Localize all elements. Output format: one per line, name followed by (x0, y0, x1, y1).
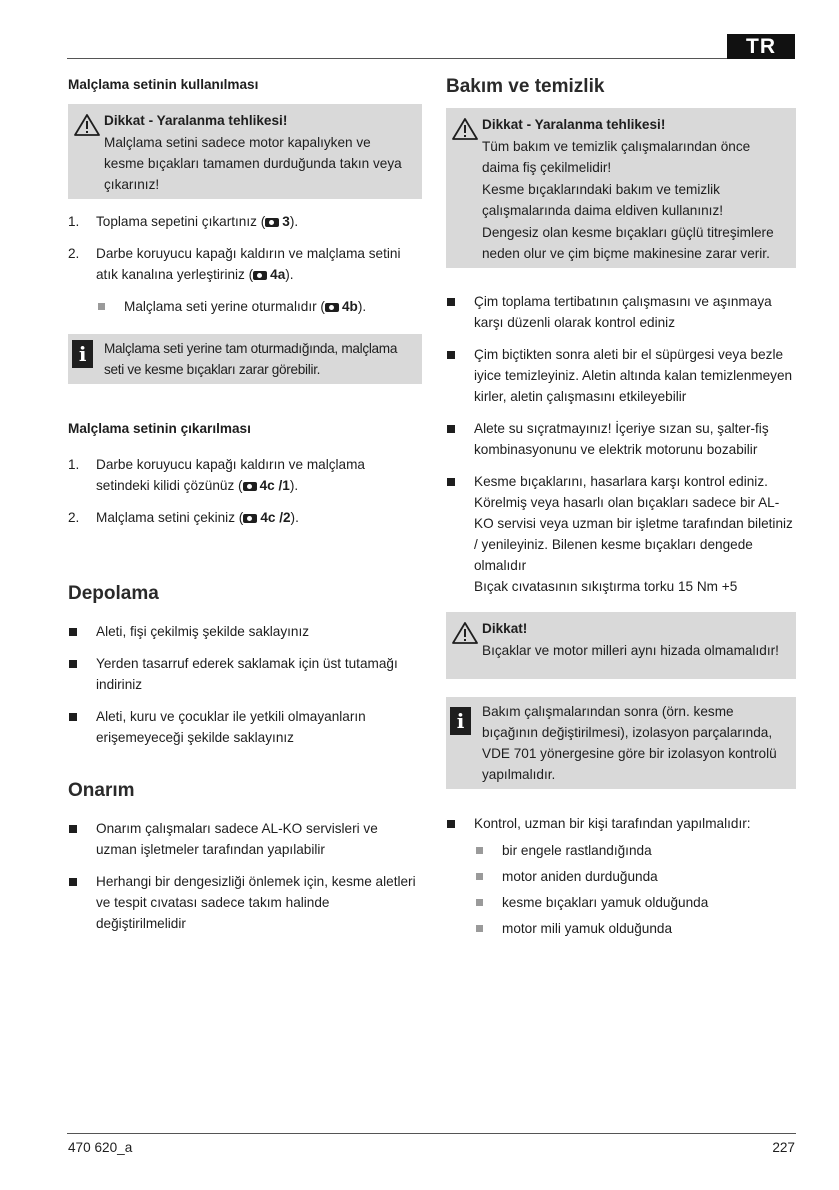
page-number: 227 (772, 1140, 795, 1155)
heading-repair: Onarım (68, 780, 135, 801)
step-number: 2. (68, 246, 80, 261)
step-text: Darbe koruyucu kapağı kaldırın ve malçlama setindeki kilidi çözünüz ( (96, 457, 365, 493)
repair-list (68, 818, 422, 934)
mulching-removal-steps (68, 454, 422, 528)
warning-box (446, 108, 796, 268)
header-rule (67, 58, 727, 59)
warning-box (68, 104, 422, 199)
list-item (446, 291, 796, 333)
camera-icon (253, 271, 267, 280)
warning-text: Malçlama setini sadece motor kapalıyken ve kesme bıçakları tamamen durduğunda takın veya çıkarınız! (104, 135, 402, 192)
list-item-text: Çim biçtikten sonra aleti bir el süpürgesi veya bezle iyice temizleyiniz. Aletin altında kalan temizlenmeyen kirler, aletin çalışmasını etkileyebilir (474, 347, 793, 404)
sub-item-text: motor aniden durduğunda (502, 869, 658, 884)
footer-rule (67, 1133, 796, 1134)
step-text: Toplama sepetini çıkartınız ( (96, 214, 266, 229)
list-item (68, 818, 422, 860)
section-title-mulching-use: Malçlama setinin kullanılması (68, 77, 259, 92)
warning-title: Dikkat! (482, 621, 528, 636)
warning-triangle-icon (74, 114, 100, 136)
square-bullet-icon (447, 298, 455, 306)
figure-ref: 4c /1 (259, 478, 290, 493)
list-item (474, 892, 796, 913)
warning-paragraph: Kesme bıçaklarındaki bakım ve temizlik çalışmalarında daima eldiven kullanınız! (482, 182, 724, 218)
list-item (68, 871, 422, 934)
sub-step-end: ). (357, 299, 367, 314)
camera-icon (265, 218, 279, 227)
list-item (68, 211, 422, 232)
step-end: ). (289, 478, 299, 493)
sub-item-text: motor mili yamuk olduğunda (502, 921, 673, 936)
figure-ref: 3 (282, 214, 290, 229)
camera-icon (243, 514, 257, 523)
list-item-text: Aleti, kuru ve çocuklar ile yetkili olmayanların erişemeyeceği şekilde saklayınız (96, 709, 366, 745)
warning-paragraph: Tüm bakım ve temizlik çalışmalarından önce daima fiş çekilmelidir! (482, 139, 751, 175)
info-text: Bakım çalışmalarından sonra (örn. kesme bıçağının değiştirilmesi), izolasyon parçalarında, VDE 701 yönergesine göre bir izolasyon kontrolü yapılmalıdır. (482, 704, 777, 782)
step-number: 1. (68, 214, 80, 229)
control-list (446, 813, 796, 939)
list-item (446, 471, 796, 597)
list-item (446, 813, 796, 939)
list-item (68, 653, 422, 695)
step-end: ). (289, 214, 299, 229)
grey-square-bullet-icon (476, 873, 483, 880)
step-end: ). (290, 510, 299, 525)
warning-triangle-icon (452, 622, 478, 644)
list-item-text: Herhangi bir dengesizliği önlemek için, kesme aletleri ve tespit cıvatası sadece takım halinde değiştirilmelidir (96, 874, 416, 931)
square-bullet-icon (447, 425, 455, 433)
figure-ref: 4a (270, 267, 286, 282)
list-item (446, 418, 796, 460)
list-item (446, 344, 796, 407)
list-item (474, 918, 796, 939)
square-bullet-icon (69, 878, 77, 886)
warning-title: Dikkat - Yaralanma tehlikesi! (482, 117, 666, 132)
list-item (68, 621, 422, 642)
section-title-mulching-removal: Malçlama setinin çıkarılması (68, 421, 251, 436)
sub-item-text: bir engele rastlandığında (502, 843, 652, 858)
square-bullet-icon (447, 351, 455, 359)
list-item-text: Kesme bıçaklarını, hasarlara karşı kontrol ediniz. Körelmiş veya hasarlı olan bıçakları sadece bir AL-KO servisi veya uzman bir işletme tarafından biletiniz / yenileyiniz. Bilenen kesme bıçakları dengede olmalıdır (474, 474, 793, 573)
square-bullet-icon (69, 825, 77, 833)
step-text: Darbe koruyucu kapağı kaldırın ve malçlama setini atık kanalına yerleştiriniz ( (96, 246, 401, 282)
left-column (68, 74, 422, 945)
control-sub-list (474, 840, 796, 939)
figure-ref: 4c /2 (260, 510, 291, 525)
language-badge: TR (727, 34, 795, 59)
step-number: 2. (68, 510, 80, 525)
square-bullet-icon (69, 660, 77, 668)
list-item-text: Yerden tasarruf ederek saklamak için üst tutamağı indiriniz (96, 656, 398, 692)
mulching-install-steps (68, 211, 422, 285)
list-item (68, 454, 422, 496)
info-box (68, 334, 422, 384)
storage-list (68, 621, 422, 748)
list-item (68, 507, 422, 528)
maintenance-list (446, 291, 796, 597)
list-item-text: Çim toplama tertibatının çalışmasını ve aşınmaya karşı düzenli olarak kontrol ediniz (474, 294, 772, 330)
info-icon: i (72, 340, 93, 368)
camera-icon (325, 303, 339, 312)
square-bullet-icon (447, 820, 455, 828)
step-text: Malçlama setini çekiniz ( (96, 510, 244, 525)
sub-step-text: Malçlama seti yerine oturmalıdır ( (124, 299, 325, 314)
list-item (474, 840, 796, 861)
warning-box (446, 612, 796, 679)
sub-item-text: kesme bıçakları yamuk olduğunda (502, 895, 709, 910)
info-text: Malçlama seti yerine tam oturmadığında, malçlama seti ve kesme bıçakları zarar görebilir. (104, 341, 398, 377)
list-item-text: Onarım çalışmaları sadece AL-KO servisleri ve uzman işletmeler tarafından yapılabilir (96, 821, 378, 857)
list-item (96, 296, 422, 317)
step-number: 1. (68, 457, 80, 472)
step-end: ). (285, 267, 294, 282)
document-number: 470 620_a (68, 1140, 133, 1155)
sub-step-list (96, 296, 422, 317)
warning-title: Dikkat - Yaralanma tehlikesi! (104, 113, 288, 128)
square-bullet-icon (447, 478, 455, 486)
torque-text: Bıçak cıvatasının sıkıştırma torku 15 Nm +5 (474, 579, 738, 594)
right-column (446, 74, 796, 950)
figure-ref: 4b (341, 299, 358, 314)
info-box (446, 697, 796, 789)
grey-square-bullet-icon (476, 925, 483, 932)
grey-square-bullet-icon (476, 847, 483, 854)
list-item (68, 706, 422, 748)
grey-square-bullet-icon (476, 899, 483, 906)
square-bullet-icon (69, 713, 77, 721)
warning-triangle-icon (452, 118, 478, 140)
list-item-text: Aleti, fişi çekilmiş şekilde saklayınız (96, 624, 310, 639)
list-item (68, 243, 422, 285)
square-bullet-icon (69, 628, 77, 636)
list-item-text: Alete su sıçratmayınız! İçeriye sızan su, şalter-fiş kombinasyonunu ve elektrik motorunu bozabilir (474, 421, 769, 457)
warning-paragraph: Dengesiz olan kesme bıçakları güçlü titreşimlere neden olur ve çim biçme makinesine zarar verir. (482, 225, 774, 261)
list-item (474, 866, 796, 887)
info-icon: i (450, 707, 471, 735)
warning-text: Bıçaklar ve motor milleri aynı hizada olmamalıdır! (482, 643, 779, 658)
heading-storage: Depolama (68, 583, 159, 604)
list-item-text: Kontrol, uzman bir kişi tarafından yapılmalıdır: (474, 816, 751, 831)
heading-maintenance: Bakım ve temizlik (446, 76, 605, 97)
camera-icon (243, 482, 257, 491)
grey-square-bullet-icon (98, 303, 105, 310)
